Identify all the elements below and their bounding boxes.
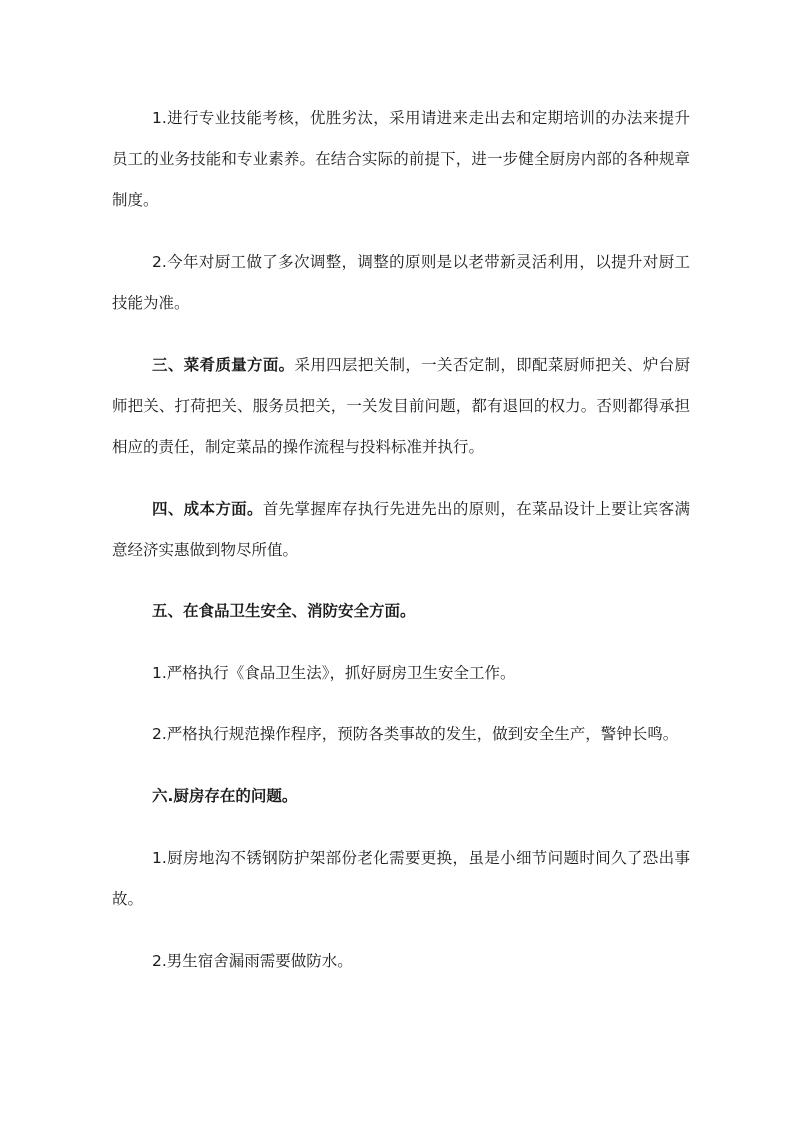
paragraph-operating-procedures [112,714,690,755]
paragraph-staff-adjustment [112,242,690,324]
paragraph-skills-assessment [112,98,690,221]
paragraph-text: 2.严格执行规范操作程序，预防各类事故的发生，做到安全生产，警钟长鸣。 [152,725,679,743]
section-heading: 六.厨房存在的问题。 [152,787,298,805]
paragraph-cost [112,489,690,571]
paragraph-kitchen-problems-heading [112,776,690,817]
paragraph-safety-heading [112,591,690,632]
paragraph-dormitory-leak [112,941,690,982]
paragraph-dish-quality [112,345,690,468]
paragraph-food-hygiene-law [112,653,690,694]
paragraph-text: 1.严格执行《食品卫生法》，抓好厨房卫生安全工作。 [152,664,516,682]
section-heading: 三、菜肴质量方面。 [152,356,295,374]
paragraph-text: 1.厨房地沟不锈钢防护架部份老化需要更换，虽是小细节问题时间久了恐出事故。 [112,849,690,908]
section-heading: 四、成本方面。 [152,500,263,518]
paragraph-text: 2.男生宿舍漏雨需要做防水。 [152,952,353,970]
section-heading: 五、在食品卫生安全、消防安全方面。 [152,602,416,620]
paragraph-text: 采用四层把关制，一关否定制，即配菜厨师把关、炉台厨师把关、打荷把关、服务员把关，一关发目前问题，都有退回的权力。否则都得承担相应的责任，制定菜品的操作流程与投料标准并执行。 [112,356,690,456]
paragraph-text: 首先掌握库存执行先进先出的原则，在菜品设计上要让宾客满意经济实惠做到物尽所值。 [112,500,690,559]
paragraph-text: 2.今年对厨工做了多次调整，调整的原则是以老带新灵活利用，以提升对厨工技能为准。 [112,253,690,312]
paragraph-text: 1.进行专业技能考核，优胜劣汰，采用请进来走出去和定期培训的办法来提升员工的业务技能和专业素养。在结合实际的前提下，进一步健全厨房内部的各种规章制度。 [112,109,690,209]
paragraph-drain-guard [112,838,690,920]
